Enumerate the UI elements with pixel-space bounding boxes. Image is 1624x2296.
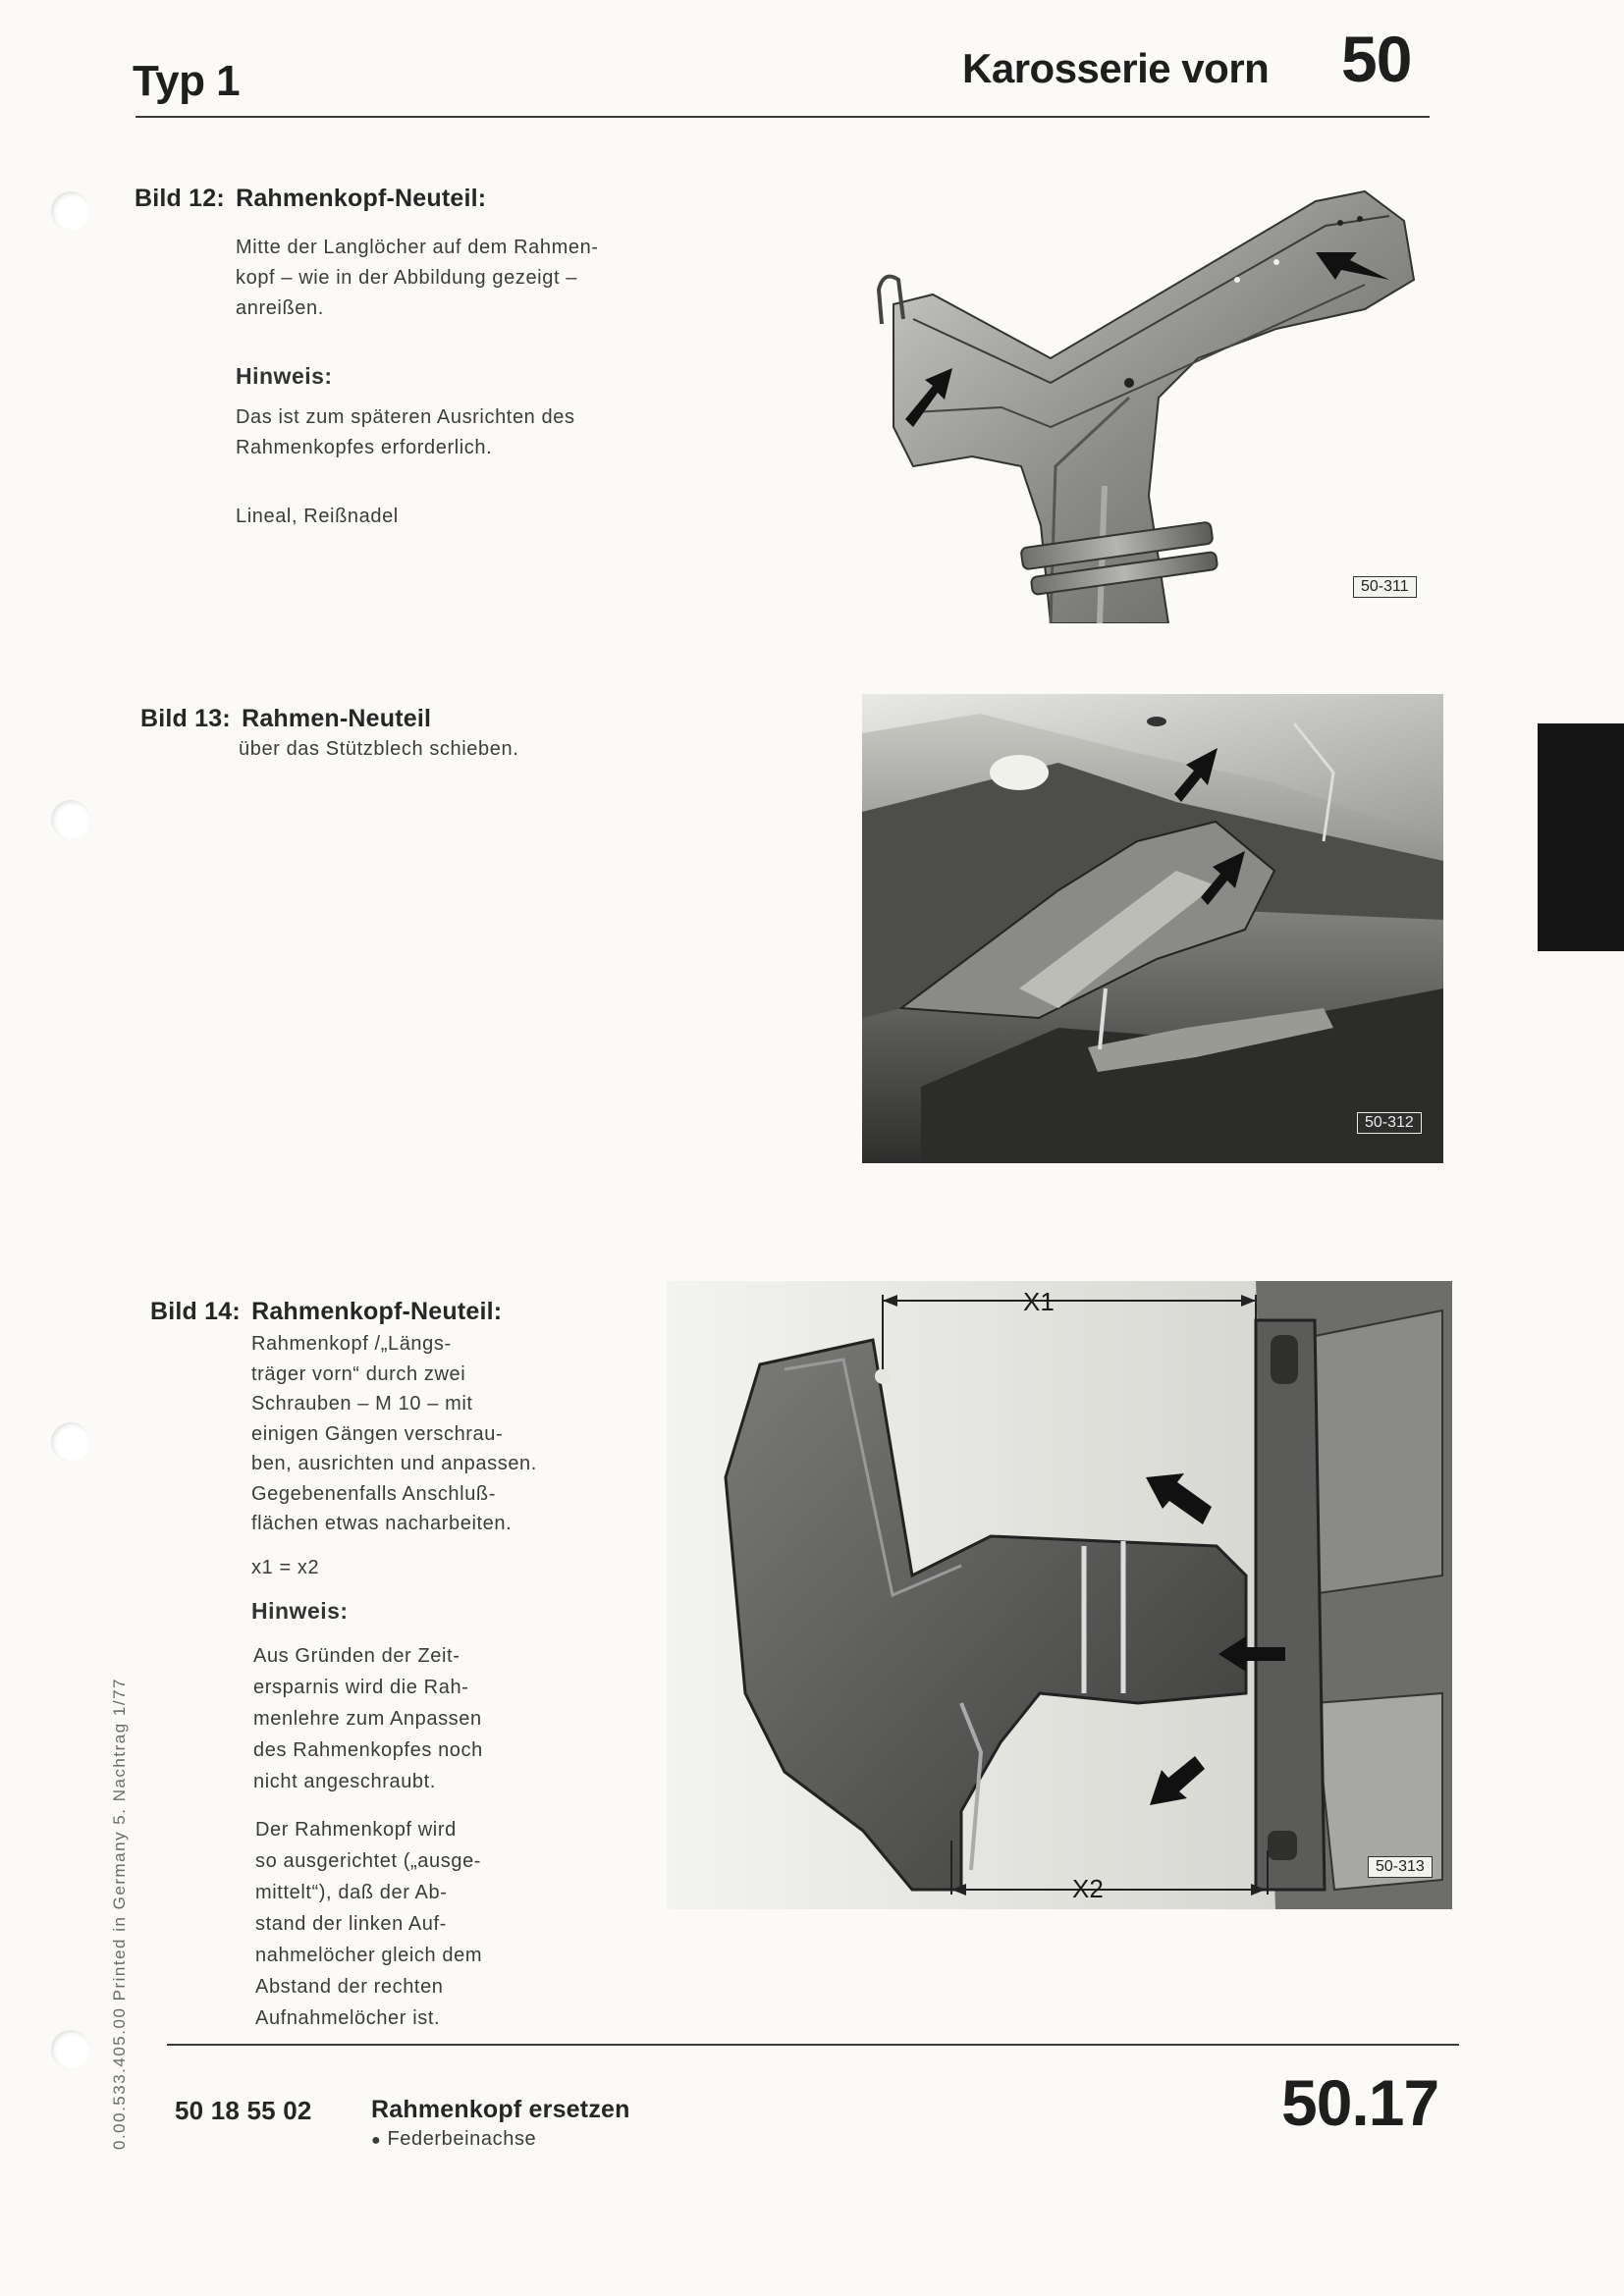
text-line: stand der linken Auf- [255, 1913, 447, 1935]
frame-alignment-illustration [667, 1281, 1452, 1909]
figure-50-311 [854, 172, 1434, 623]
text-line: Der Rahmenkopf wird [255, 1819, 457, 1841]
footer-title: Rahmenkopf ersetzen [371, 2096, 630, 2123]
bild13-caption [140, 705, 431, 733]
bild13-label: Bild 13: [140, 705, 231, 732]
text-line: mittelt“), daß der Ab- [255, 1882, 448, 1903]
side-imprint: 0.00.533.405.00 Printed in Germany 5. Nachtrag 1/77 [110, 1678, 129, 2150]
text-line: ben, ausrichten und anpassen. [251, 1453, 537, 1474]
bild13-title: Rahmen-Neuteil [242, 705, 432, 732]
text-line: nicht angeschraubt. [253, 1771, 436, 1792]
bild14-text [251, 1329, 537, 1539]
bild14-hinweis-text [253, 1640, 483, 1797]
dimension-label-x1: X1 [1015, 1287, 1062, 1317]
frame-photo-illustration [862, 694, 1443, 1163]
text-line: Schrauben – M 10 – mit [251, 1393, 473, 1415]
bild12-tools: Lineal, Reißnadel [236, 506, 399, 527]
text-line: des Rahmenkopfes noch [253, 1739, 483, 1761]
bild14-label: Bild 14: [150, 1298, 241, 1325]
bild14-formula: x1 = x2 [251, 1557, 320, 1578]
text-line: Aufnahmelöcher ist. [255, 2007, 441, 2029]
figure-50-313 [667, 1281, 1452, 1909]
footer-rule [167, 2044, 1459, 2046]
text-line: einigen Gängen verschrau- [251, 1422, 504, 1445]
header-left-title: Typ 1 [133, 57, 241, 105]
bild12-title: Rahmenkopf-Neuteil: [236, 185, 487, 212]
figure-50-312 [862, 694, 1443, 1163]
section-number: 50 [1341, 23, 1412, 95]
figure-number-50-311: 50-311 [1353, 576, 1417, 598]
punch-hole-1 [51, 191, 90, 231]
text-line: Das ist zum späteren Ausrichten des [236, 406, 575, 428]
text-line: Aus Gründen der Zeit- [253, 1645, 460, 1667]
text-line: so ausgerichtet („ausge- [255, 1850, 482, 1872]
text-line: Abstand der rechten [255, 1976, 444, 1998]
figure-number-50-312: 50-312 [1357, 1112, 1422, 1134]
bild14-hinweis-label: Hinweis: [251, 1598, 349, 1624]
header-rule [135, 116, 1430, 118]
bild13-text: über das Stützblech schieben. [239, 738, 519, 760]
text-line: Mitte der Langlöcher auf dem Rahmen- [236, 237, 599, 258]
footer-subtitle-row [371, 2124, 536, 2156]
bild14-note [255, 1814, 482, 2034]
bild12-label: Bild 12: [135, 185, 225, 212]
footer-page-number: 50.17 [1281, 2066, 1439, 2139]
section-tab-marker [1538, 723, 1624, 951]
text-line: Gegebenenfalls Anschluß- [251, 1482, 496, 1505]
punch-hole-2 [51, 800, 90, 839]
punch-hole-4 [51, 2030, 90, 2069]
bild12-text [236, 233, 599, 324]
bild12-hinweis-label: Hinweis: [236, 363, 333, 389]
text-line: ersparnis wird die Rah- [253, 1677, 469, 1698]
punch-hole-3 [51, 1422, 90, 1462]
bild12-caption [135, 185, 486, 213]
header-right-title: Karosserie vorn [962, 45, 1270, 91]
text-line: träger vorn“ durch zwei [251, 1362, 466, 1385]
bild14-title: Rahmenkopf-Neuteil: [251, 1298, 503, 1325]
text-line: nahmelöcher gleich dem [255, 1945, 483, 1966]
text-line: menlehre zum Anpassen [253, 1708, 482, 1730]
bild14-caption [150, 1298, 502, 1326]
footer-subtitle: Federbeinachse [387, 2128, 537, 2150]
text-line: Rahmenkopf /„Längs- [251, 1333, 452, 1355]
text-line: flächen etwas nacharbeiten. [251, 1513, 513, 1534]
footer-code: 50 18 55 02 [175, 2096, 312, 2125]
dimension-label-x2: X2 [1072, 1874, 1104, 1903]
bild12-hinweis-text [236, 402, 575, 463]
bullet-icon: ● [371, 2132, 382, 2149]
text-line: Rahmenkopfes erforderlich. [236, 437, 493, 458]
text-line: anreißen. [236, 297, 324, 319]
text-line: kopf – wie in der Abbildung gezeigt – [236, 267, 577, 289]
frame-head-illustration [854, 172, 1434, 623]
figure-number-50-313: 50-313 [1368, 1856, 1433, 1878]
